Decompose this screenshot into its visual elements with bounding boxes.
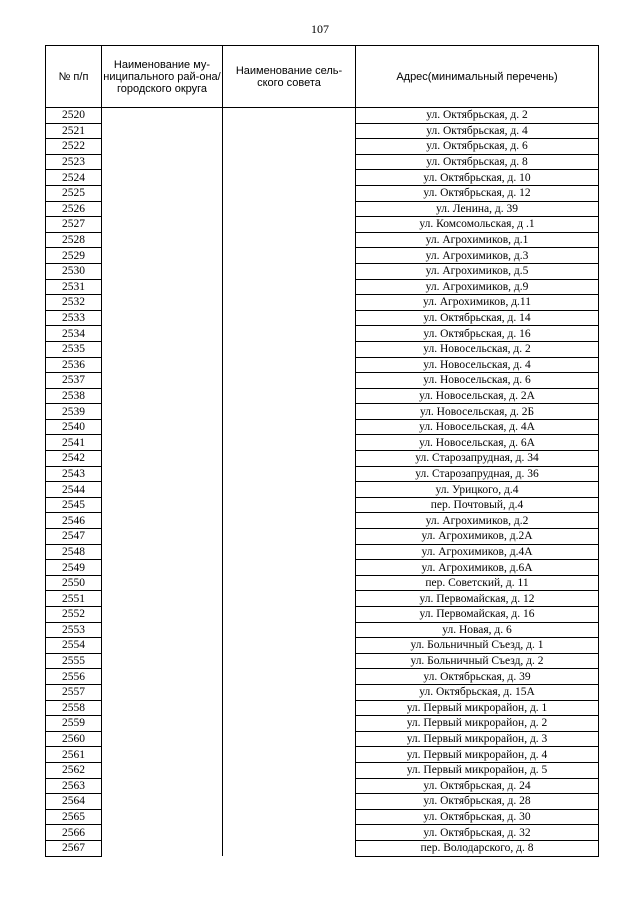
council-cell	[223, 513, 356, 529]
council-cell	[223, 669, 356, 685]
table-row	[46, 560, 599, 576]
address-cell: пер. Почтовый, д.4	[356, 497, 599, 513]
council-cell	[223, 373, 356, 389]
row-number: 2521	[46, 123, 102, 139]
row-number: 2544	[46, 482, 102, 498]
table-row	[46, 513, 599, 529]
district-cell	[102, 435, 223, 451]
address-cell: ул. Первый микрорайон, д. 5	[356, 762, 599, 778]
table-row	[46, 451, 599, 467]
council-cell	[223, 326, 356, 342]
district-cell	[102, 170, 223, 186]
row-number: 2532	[46, 295, 102, 311]
row-number: 2524	[46, 170, 102, 186]
district-cell	[102, 404, 223, 420]
row-number: 2543	[46, 466, 102, 482]
district-cell	[102, 762, 223, 778]
council-cell	[223, 684, 356, 700]
district-cell	[102, 451, 223, 467]
table-row	[46, 731, 599, 747]
table-row	[46, 840, 599, 856]
row-number: 2546	[46, 513, 102, 529]
table-row	[46, 139, 599, 155]
council-cell	[223, 279, 356, 295]
council-cell	[223, 357, 356, 373]
district-cell	[102, 201, 223, 217]
address-cell: ул. Комсомольская, д .1	[356, 217, 599, 233]
address-cell: ул. Октябрьская, д. 39	[356, 669, 599, 685]
district-cell	[102, 731, 223, 747]
table-row	[46, 232, 599, 248]
table-row	[46, 669, 599, 685]
table-body	[46, 108, 599, 857]
header-address: Адрес(минимальный перечень)	[356, 46, 599, 108]
address-cell: ул. Больничный Съезд, д. 2	[356, 653, 599, 669]
district-cell	[102, 607, 223, 623]
district-cell	[102, 279, 223, 295]
council-cell	[223, 123, 356, 139]
district-cell	[102, 669, 223, 685]
row-number: 2538	[46, 388, 102, 404]
row-number: 2548	[46, 544, 102, 560]
table-row	[46, 762, 599, 778]
district-cell	[102, 529, 223, 545]
district-cell	[102, 217, 223, 233]
header-district: Наименование му-ниципального рай-она/ городского округа	[102, 46, 223, 108]
row-number: 2559	[46, 716, 102, 732]
address-cell: ул. Октябрьская, д. 4	[356, 123, 599, 139]
table-row	[46, 778, 599, 794]
district-cell	[102, 653, 223, 669]
row-number: 2527	[46, 217, 102, 233]
row-number: 2529	[46, 248, 102, 264]
header-number: № п/п	[46, 46, 102, 108]
address-cell: ул. Октябрьская, д. 14	[356, 310, 599, 326]
row-number: 2540	[46, 419, 102, 435]
district-cell	[102, 700, 223, 716]
council-cell	[223, 482, 356, 498]
district-cell	[102, 326, 223, 342]
address-cell: ул. Агрохимиков, д.2	[356, 513, 599, 529]
address-cell: ул. Октябрьская, д. 28	[356, 794, 599, 810]
address-cell: ул. Агрохимиков, д.4А	[356, 544, 599, 560]
table-row	[46, 825, 599, 841]
address-cell: ул. Новая, д. 6	[356, 622, 599, 638]
header-council: Наименование сель-ского совета	[223, 46, 356, 108]
council-cell	[223, 622, 356, 638]
district-cell	[102, 809, 223, 825]
address-cell: ул. Первый микрорайон, д. 2	[356, 716, 599, 732]
row-number: 2526	[46, 201, 102, 217]
council-cell	[223, 435, 356, 451]
table-row	[46, 154, 599, 170]
address-cell: ул. Октябрьская, д. 8	[356, 154, 599, 170]
row-number: 2545	[46, 497, 102, 513]
council-cell	[223, 575, 356, 591]
address-cell: ул. Урицкого, д.4	[356, 482, 599, 498]
district-cell	[102, 263, 223, 279]
table-row	[46, 747, 599, 763]
address-cell: пер. Володарского, д. 8	[356, 840, 599, 856]
table-row	[46, 170, 599, 186]
address-cell: ул. Старозапрудная, д. 36	[356, 466, 599, 482]
council-cell	[223, 840, 356, 856]
district-cell	[102, 295, 223, 311]
row-number: 2528	[46, 232, 102, 248]
council-cell	[223, 560, 356, 576]
council-cell	[223, 825, 356, 841]
district-cell	[102, 622, 223, 638]
council-cell	[223, 466, 356, 482]
council-cell	[223, 232, 356, 248]
address-cell: ул. Октябрьская, д. 15А	[356, 684, 599, 700]
district-cell	[102, 108, 223, 124]
council-cell	[223, 404, 356, 420]
address-cell: ул. Октябрьская, д. 6	[356, 139, 599, 155]
address-cell: ул. Октябрьская, д. 30	[356, 809, 599, 825]
district-cell	[102, 139, 223, 155]
address-cell: ул. Агрохимиков, д.1	[356, 232, 599, 248]
district-cell	[102, 544, 223, 560]
table-row	[46, 482, 599, 498]
address-cell: ул. Первомайская, д. 12	[356, 591, 599, 607]
address-cell: пер. Советский, д. 11	[356, 575, 599, 591]
district-cell	[102, 778, 223, 794]
address-cell: ул. Первый микрорайон, д. 4	[356, 747, 599, 763]
district-cell	[102, 747, 223, 763]
table-row	[46, 544, 599, 560]
table-row	[46, 419, 599, 435]
district-cell	[102, 466, 223, 482]
council-cell	[223, 529, 356, 545]
district-cell	[102, 310, 223, 326]
council-cell	[223, 591, 356, 607]
district-cell	[102, 497, 223, 513]
address-cell: ул. Новосельская, д. 2	[356, 341, 599, 357]
table-row	[46, 341, 599, 357]
district-cell	[102, 232, 223, 248]
council-cell	[223, 388, 356, 404]
row-number: 2520	[46, 108, 102, 124]
row-number: 2537	[46, 373, 102, 389]
district-cell	[102, 638, 223, 654]
table-row	[46, 123, 599, 139]
council-cell	[223, 263, 356, 279]
table-row	[46, 529, 599, 545]
address-cell: ул. Больничный Съезд, д. 1	[356, 638, 599, 654]
table-row	[46, 575, 599, 591]
address-cell: ул. Новосельская, д. 4	[356, 357, 599, 373]
row-number: 2553	[46, 622, 102, 638]
council-cell	[223, 341, 356, 357]
table-row	[46, 684, 599, 700]
address-cell: ул. Агрохимиков, д.2А	[356, 529, 599, 545]
table-row	[46, 404, 599, 420]
council-cell	[223, 248, 356, 264]
address-cell: ул. Агрохимиков, д.11	[356, 295, 599, 311]
row-number: 2554	[46, 638, 102, 654]
council-cell	[223, 762, 356, 778]
council-cell	[223, 747, 356, 763]
table-row	[46, 809, 599, 825]
address-cell: ул. Октябрьская, д. 32	[356, 825, 599, 841]
row-number: 2550	[46, 575, 102, 591]
address-cell: ул. Старозапрудная, д. 34	[356, 451, 599, 467]
address-cell: ул. Октябрьская, д. 16	[356, 326, 599, 342]
address-cell: ул. Новосельская, д. 6	[356, 373, 599, 389]
table-row	[46, 653, 599, 669]
council-cell	[223, 295, 356, 311]
address-cell: ул. Октябрьская, д. 12	[356, 185, 599, 201]
council-cell	[223, 139, 356, 155]
address-cell: ул. Октябрьская, д. 2	[356, 108, 599, 124]
table-row	[46, 263, 599, 279]
council-cell	[223, 108, 356, 124]
address-cell: ул. Ленина, д. 39	[356, 201, 599, 217]
row-number: 2531	[46, 279, 102, 295]
row-number: 2523	[46, 154, 102, 170]
table-row	[46, 716, 599, 732]
table-row	[46, 622, 599, 638]
council-cell	[223, 154, 356, 170]
district-cell	[102, 419, 223, 435]
row-number: 2567	[46, 840, 102, 856]
district-cell	[102, 248, 223, 264]
table-row	[46, 466, 599, 482]
table-row	[46, 248, 599, 264]
district-cell	[102, 123, 223, 139]
table-row	[46, 700, 599, 716]
address-cell: ул. Новосельская, д. 4А	[356, 419, 599, 435]
council-cell	[223, 700, 356, 716]
row-number: 2541	[46, 435, 102, 451]
row-number: 2525	[46, 185, 102, 201]
district-cell	[102, 185, 223, 201]
address-cell: ул. Агрохимиков, д.6А	[356, 560, 599, 576]
row-number: 2533	[46, 310, 102, 326]
council-cell	[223, 544, 356, 560]
table-row	[46, 279, 599, 295]
district-cell	[102, 825, 223, 841]
table-row	[46, 217, 599, 233]
table-row	[46, 794, 599, 810]
district-cell	[102, 373, 223, 389]
table-header	[46, 46, 599, 108]
table-row	[46, 108, 599, 124]
district-cell	[102, 482, 223, 498]
table-row	[46, 435, 599, 451]
address-cell: ул. Агрохимиков, д.3	[356, 248, 599, 264]
council-cell	[223, 170, 356, 186]
district-cell	[102, 716, 223, 732]
row-number: 2562	[46, 762, 102, 778]
row-number: 2557	[46, 684, 102, 700]
table-row	[46, 185, 599, 201]
district-cell	[102, 513, 223, 529]
table-row	[46, 201, 599, 217]
row-number: 2530	[46, 263, 102, 279]
table-row	[46, 373, 599, 389]
address-cell: ул. Первый микрорайон, д. 1	[356, 700, 599, 716]
district-cell	[102, 591, 223, 607]
row-number: 2536	[46, 357, 102, 373]
council-cell	[223, 217, 356, 233]
page-number: 107	[311, 22, 329, 36]
council-cell	[223, 716, 356, 732]
table-row	[46, 638, 599, 654]
district-cell	[102, 357, 223, 373]
district-cell	[102, 560, 223, 576]
table-row	[46, 607, 599, 623]
council-cell	[223, 451, 356, 467]
row-number: 2555	[46, 653, 102, 669]
address-cell: ул. Октябрьская, д. 10	[356, 170, 599, 186]
council-cell	[223, 497, 356, 513]
council-cell	[223, 310, 356, 326]
district-cell	[102, 388, 223, 404]
row-number: 2549	[46, 560, 102, 576]
row-number: 2566	[46, 825, 102, 841]
table-row	[46, 497, 599, 513]
address-cell: ул. Первомайская, д. 16	[356, 607, 599, 623]
council-cell	[223, 794, 356, 810]
address-cell: ул. Первый микрорайон, д. 3	[356, 731, 599, 747]
row-number: 2563	[46, 778, 102, 794]
row-number: 2561	[46, 747, 102, 763]
address-table	[45, 45, 599, 857]
row-number: 2564	[46, 794, 102, 810]
table-row	[46, 295, 599, 311]
council-cell	[223, 653, 356, 669]
district-cell	[102, 684, 223, 700]
row-number: 2547	[46, 529, 102, 545]
header-row	[46, 46, 599, 108]
council-cell	[223, 419, 356, 435]
row-number: 2522	[46, 139, 102, 155]
district-cell	[102, 794, 223, 810]
district-cell	[102, 341, 223, 357]
row-number: 2558	[46, 700, 102, 716]
row-number: 2565	[46, 809, 102, 825]
row-number: 2535	[46, 341, 102, 357]
table-row	[46, 357, 599, 373]
table-row	[46, 326, 599, 342]
address-cell: ул. Новосельская, д. 6А	[356, 435, 599, 451]
row-number: 2552	[46, 607, 102, 623]
row-number: 2556	[46, 669, 102, 685]
address-cell: ул. Агрохимиков, д.9	[356, 279, 599, 295]
row-number: 2542	[46, 451, 102, 467]
address-cell: ул. Новосельская, д. 2А	[356, 388, 599, 404]
council-cell	[223, 809, 356, 825]
council-cell	[223, 185, 356, 201]
council-cell	[223, 201, 356, 217]
district-cell	[102, 575, 223, 591]
table-row	[46, 388, 599, 404]
address-cell: ул. Октябрьская, д. 24	[356, 778, 599, 794]
council-cell	[223, 778, 356, 794]
council-cell	[223, 638, 356, 654]
table-row	[46, 310, 599, 326]
row-number: 2560	[46, 731, 102, 747]
table-row	[46, 591, 599, 607]
row-number: 2551	[46, 591, 102, 607]
district-cell	[102, 840, 223, 856]
council-cell	[223, 607, 356, 623]
row-number: 2534	[46, 326, 102, 342]
council-cell	[223, 731, 356, 747]
address-cell: ул. Агрохимиков, д.5	[356, 263, 599, 279]
district-cell	[102, 154, 223, 170]
row-number: 2539	[46, 404, 102, 420]
address-cell: ул. Новосельская, д. 2Б	[356, 404, 599, 420]
